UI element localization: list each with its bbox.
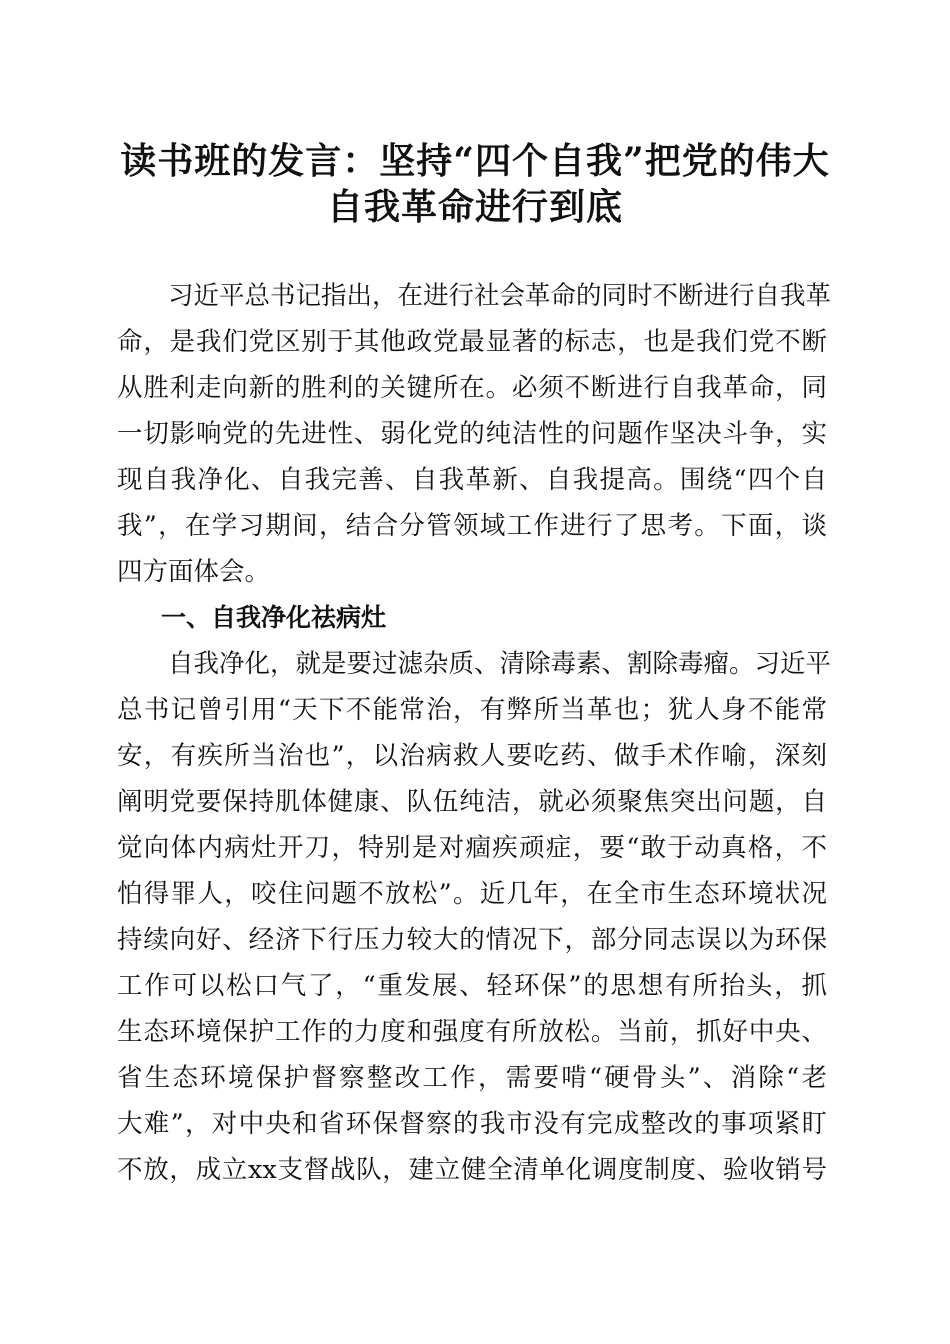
paragraph-line: 命，是我们党区别于其他政党最显著的标志，也是我们党不断 [117,327,827,357]
paragraph-line: 工作可以松口气了，“重发展、轻环保”的思想有所抬头，抓 [117,971,827,1001]
paragraph-line: 不放，成立xx支督战队，建立健全清单化调度制度、验收销号 [117,1155,827,1185]
paragraph-line: 一切影响党的先进性、弱化党的纯洁性的问题作坚决斗争，实 [117,419,827,449]
document-title-line-2: 自我革命进行到底 [326,186,623,228]
paragraph-line: 阐明党要保持肌体健康、队伍纯洁，就必须聚焦突出问题，自 [117,787,827,817]
paragraph-line: 自我净化，就是要过滤杂质、清除毒素、割除毒瘤。习近平 [117,649,832,679]
paragraph-line: 我”，在学习期间，结合分管领域工作进行了思考。下面，谈 [117,511,827,541]
paragraph-line: 习近平总书记指出，在进行社会革命的同时不断进行自我革 [117,281,832,311]
paragraph-line: 生态环境保护工作的力度和强度有所放松。当前，抓好中央、 [117,1017,827,1047]
paragraph-line: 从胜利走向新的胜利的关键所在。必须不断进行自我革命，同 [117,373,827,403]
document-title-line-1: 读书班的发言：坚持“四个自我”把党的伟大 [120,140,830,182]
paragraph-line: 省生态环境保护督察整改工作，需要啃“硬骨头”、消除“老 [117,1063,827,1093]
paragraph-line: 觉向体内病灶开刀，特别是对痼疾顽症，要“敢于动真格，不 [117,833,827,863]
paragraph-line: 持续向好、经济下行压力较大的情况下，部分同志误以为环保 [117,925,827,955]
section-heading: 一、自我净化祛病灶 [161,603,387,632]
paragraph-line: 大难”，对中央和省环保督察的我市没有完成整改的事项紧盯 [117,1109,827,1139]
paragraph-line: 总书记曾引用“天下不能常治，有弊所当革也；犹人身不能常 [117,695,827,725]
paragraph-line: 四方面体会。 [117,557,271,587]
paragraph-line: 现自我净化、自我完善、自我革新、自我提高。围绕“四个自 [117,465,827,495]
paragraph-line: 安，有疾所当治也”，以治病救人要吃药、做手术作喻，深刻 [117,741,827,771]
paragraph-line: 怕得罪人，咬住问题不放松”。近几年，在全市生态环境状况 [117,879,827,909]
